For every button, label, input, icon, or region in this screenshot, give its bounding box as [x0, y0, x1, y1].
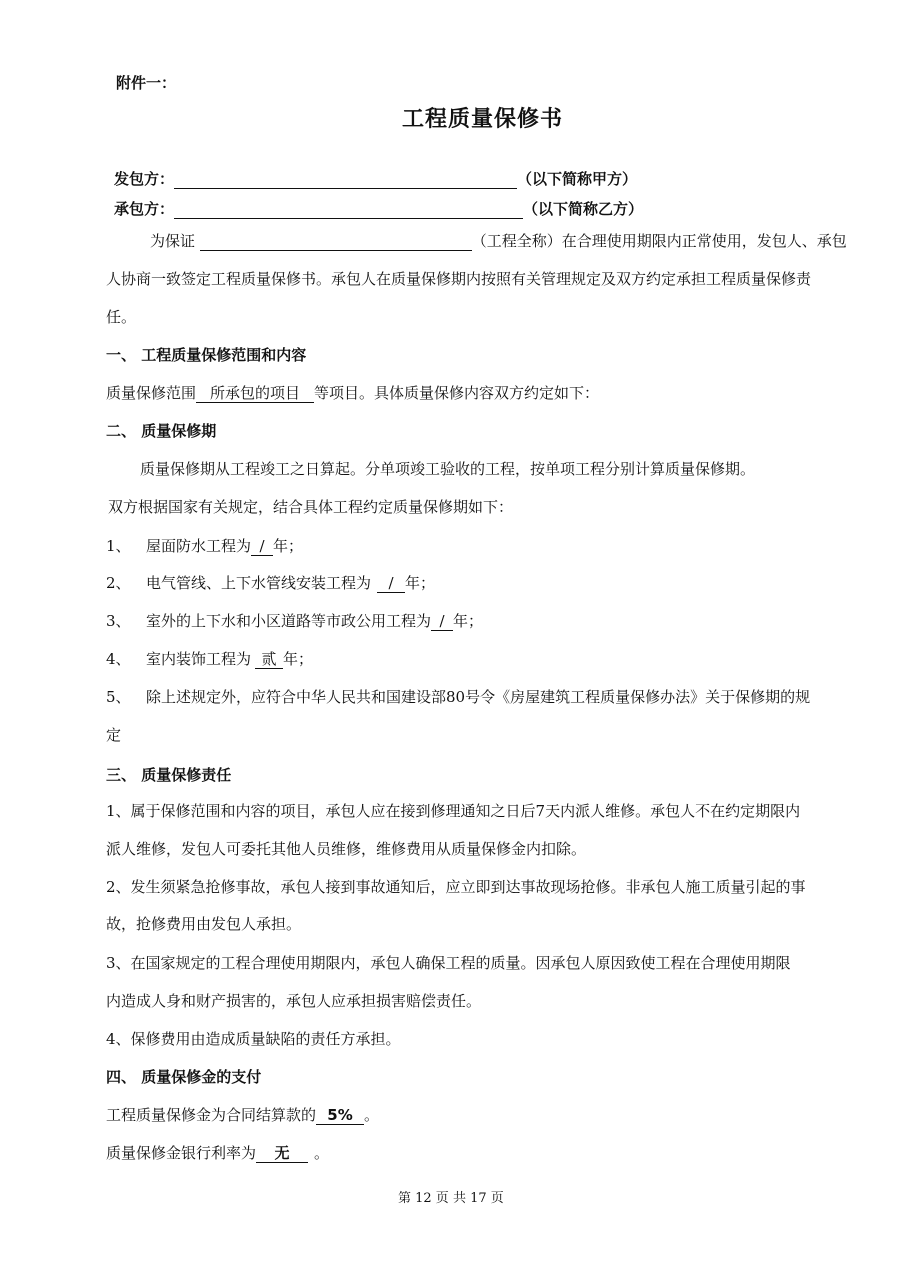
item-suffix: 年；	[283, 650, 314, 668]
item-suffix: 年；	[453, 612, 484, 630]
bank-interest-line	[106, 1142, 329, 1163]
project-name-blank	[200, 234, 472, 251]
retention-value: 5%	[316, 1107, 364, 1125]
retention-suffix: 。	[364, 1106, 380, 1124]
period-item-5	[106, 686, 810, 707]
scope-value: 所承包的项目	[196, 385, 314, 403]
page-title: 工程质量保修书	[402, 107, 564, 132]
intro-suffix: （工程全称）在合理使用期限内正常使用，发包人、承包	[471, 232, 847, 250]
intro-line-3: 任。	[106, 308, 137, 326]
item-suffix: 年；	[273, 537, 304, 555]
item-suffix: 年；	[405, 574, 436, 592]
responsibility-2-line-2: 故，抢修费用由发包人承担。	[106, 915, 302, 933]
intro-line-1	[150, 230, 847, 251]
retention-prefix: 工程质量保修金为合同结算款的	[106, 1106, 317, 1124]
item-value: /	[431, 613, 453, 631]
item-prefix: 屋面防水工程为	[146, 537, 252, 555]
contractor-blank	[174, 202, 523, 219]
employer-row	[114, 168, 637, 189]
responsibility-4: 4、保修费用由造成质量缺陷的责任方承担。	[106, 1030, 401, 1048]
interest-prefix: 质量保修金银行利率为	[106, 1144, 257, 1162]
item-number: 2、	[106, 574, 131, 592]
responsibility-3-line-2: 内造成人身和财产损害的，承包人应承担损害赔偿责任。	[106, 992, 482, 1010]
contractor-suffix: （以下简称乙方）	[523, 200, 644, 218]
section-1-heading: 一、 工程质量保修范围和内容	[106, 346, 307, 364]
employer-suffix: （以下简称甲方）	[517, 170, 638, 188]
item-number: 5、	[106, 688, 131, 706]
item-prefix: 室外的上下水和小区道路等市政公用工程为	[146, 612, 432, 630]
employer-label: 发包方：	[114, 170, 175, 188]
item-value: /	[377, 575, 405, 593]
item-value: /	[251, 538, 273, 556]
page-number: 第 12 页 共 17 页	[398, 1191, 504, 1206]
warranty-period-para-1: 质量保修期从工程竣工之日算起。分单项竣工验收的工程，按单项工程分别计算质量保修期。	[140, 460, 756, 478]
section-3-heading: 三、 质量保修责任	[106, 766, 232, 784]
retention-rate-line	[106, 1104, 379, 1125]
contractor-label: 承包方：	[114, 200, 175, 218]
section-4-heading: 四、 质量保修金的支付	[106, 1068, 262, 1086]
interest-suffix: 。	[314, 1144, 330, 1162]
period-item-3	[106, 610, 483, 631]
responsibility-3-line-1: 3、在国家规定的工程合理使用期限内，承包人确保工程的质量。因承包人原因致使工程在合理使用期限	[106, 954, 791, 972]
period-item-4	[106, 648, 313, 669]
item-number: 4、	[106, 650, 131, 668]
scope-suffix: 等项目。具体质量保修内容双方约定如下：	[314, 384, 600, 402]
item-number: 3、	[106, 612, 131, 630]
item-text: 除上述规定外，应符合中华人民共和国建设部80号令《房屋建筑工程质量保修办法》关于保修期的规	[146, 688, 811, 706]
item-value: 贰	[255, 651, 283, 669]
scope-prefix: 质量保修范围	[106, 384, 197, 402]
period-item-1	[106, 535, 303, 556]
responsibility-2-line-1: 2、发生须紧急抢修事故，承包人接到事故通知后，应立即到达事故现场抢修。非承包人施工质量引起的事	[106, 878, 806, 896]
intro-prefix: 为保证	[150, 232, 196, 250]
section-2-heading: 二、 质量保修期	[106, 422, 217, 440]
contractor-row	[114, 198, 643, 219]
warranty-period-para-2: 双方根据国家有关规定，结合具体工程约定质量保修期如下：	[108, 498, 514, 516]
item-prefix: 室内装饰工程为	[146, 650, 252, 668]
scope-line	[106, 382, 599, 403]
interest-value: 无	[256, 1145, 308, 1163]
responsibility-1-line-1: 1、属于保修范围和内容的项目，承包人应在接到修理通知之日后7天内派人维修。承包人不在约定期限内	[106, 802, 801, 820]
attachment-label: 附件一：	[116, 74, 177, 92]
period-item-2	[106, 572, 435, 593]
period-item-5-cont: 定	[106, 726, 122, 744]
responsibility-1-line-2: 派人维修，发包人可委托其他人员维修，维修费用从质量保修金内扣除。	[106, 840, 587, 858]
employer-blank	[174, 172, 517, 189]
intro-line-2: 人协商一致签定工程质量保修书。承包人在质量保修期内按照有关管理规定及双方约定承担工程质量保修责	[106, 270, 812, 288]
item-number: 1、	[106, 537, 131, 555]
item-prefix: 电气管线、上下水管线安装工程为	[146, 574, 372, 592]
